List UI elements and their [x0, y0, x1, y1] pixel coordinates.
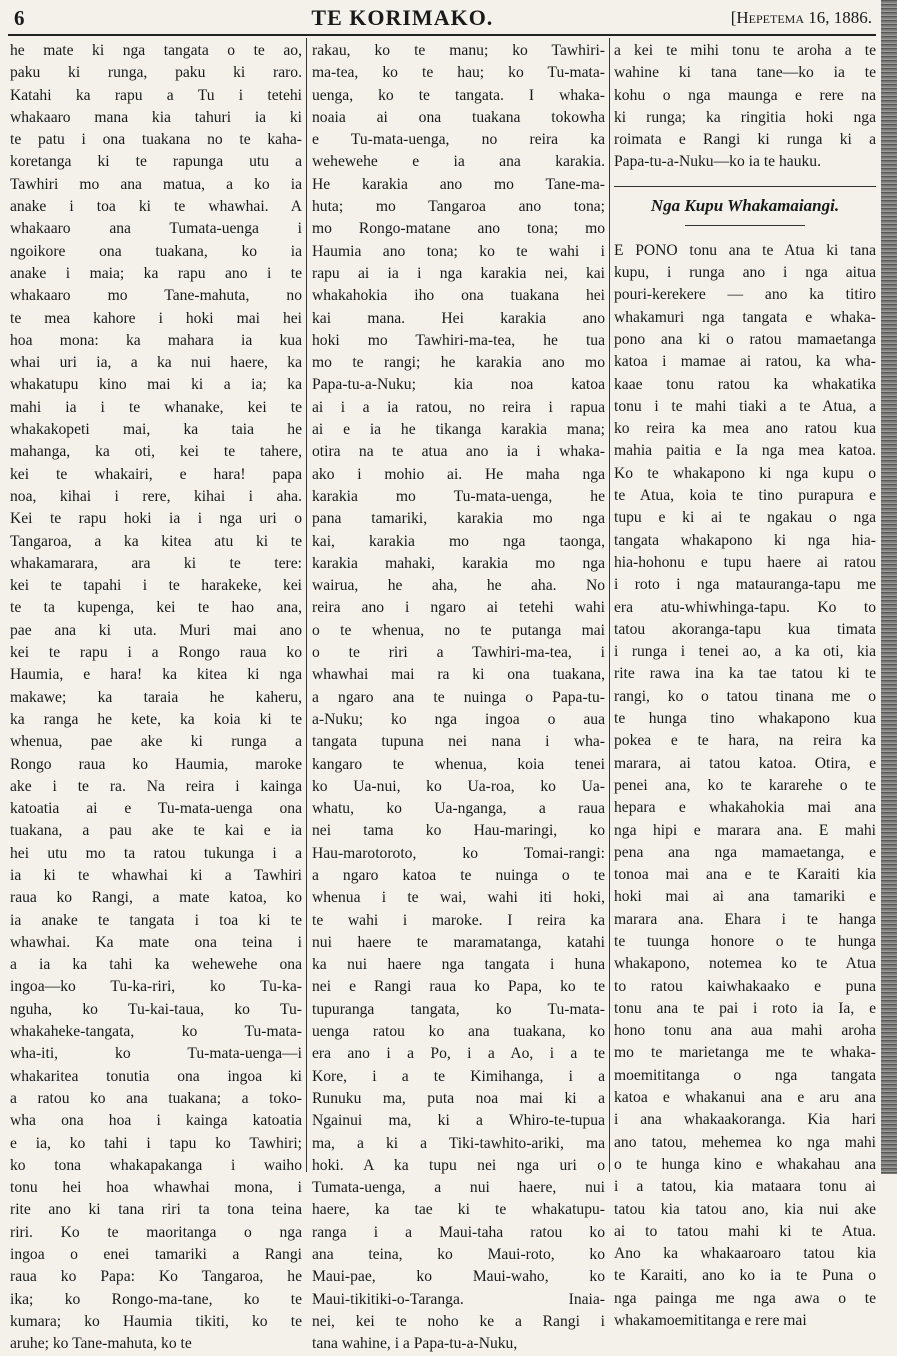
text-line: kai, karakia mo nga taonga, [312, 532, 605, 550]
text-line: Haumia ano tona; ko te wahi i [312, 242, 605, 260]
text-line: anake i toa ki te whawhai. A [10, 198, 302, 216]
text-line: Ngainui ma, ki a Whiro-te-tupua [312, 1112, 605, 1130]
text-line: kohu o nga maunga e rere na [614, 86, 876, 104]
text-line: tatou kia tatou ano, kia nui ake [614, 1200, 876, 1218]
text-line: whakamarara, ara ki te tere: [10, 554, 302, 572]
text-line: mahi ia i te whanake, kei te [10, 398, 302, 416]
text-line: hoa mona: ka mahara ia kua [10, 331, 302, 349]
text-line: huta; mo Tangaroa ano tona; [312, 198, 605, 216]
section-divider [614, 186, 876, 187]
text-line: te wahi i maroke. I reira ka [312, 911, 605, 929]
text-line: mo Rongo-matane ano tona; mo [312, 220, 605, 238]
text-line: mo te rangi; he karakia ano mo [312, 354, 605, 372]
text-line: nga painga me nga awa o te [614, 1289, 876, 1307]
text-line: moemititanga o nga tangata [614, 1066, 876, 1084]
text-line: te hunga tino whakapono kua [614, 710, 876, 728]
column-3 [614, 40, 876, 1330]
text-line: whatu, ko Ua-nganga, a raua [312, 800, 605, 818]
text-line: anake i maia; ka rapu ano i te [10, 264, 302, 282]
text-line: ki runga; ka ringitia hoki nga [614, 108, 876, 126]
text-line: E PONO tonu ana te Atua ki tana [614, 241, 876, 259]
column-divider [609, 38, 610, 1172]
text-line: whai uri ia, a ka nui haere, ka [10, 354, 302, 372]
text-line: katoatia ai e Tu-mata-uenga ona [10, 800, 302, 818]
text-line: era atu-whiwhinga-tapu. Ko to [614, 598, 876, 616]
section-title: Nga Kupu Whakamaiangi. [614, 193, 876, 226]
text-line: Ko te whakapono ki nga kupu o [614, 464, 876, 482]
text-line: a-Nuku; ko nga ingoa o aua [312, 710, 605, 728]
text-line: mahia paitia e Ia nga mea katoa. [614, 442, 876, 460]
text-line: i runga i tenei ao, a ka oti, kia [614, 643, 876, 661]
text-line: o te riri a Tawhiri-ma-tea, i [312, 644, 605, 662]
text-line: ano tatou, mehemea ko nga mahi [614, 1133, 876, 1151]
text-line: penei ana, ko te kararehe o te [614, 776, 876, 794]
text-line: tonu ana te pai i roto ia Ia, e [614, 999, 876, 1017]
text-line: pokea e te hara, na reira ka [614, 732, 876, 750]
text-line: a ia ka tahi ka wehewehe ona [10, 956, 302, 974]
text-line: roimata e Rangi ki runga ki a [614, 131, 876, 149]
text-line: wairua, he aha, he aha. No [312, 577, 605, 595]
text-line: tangata tupuna nei nana i wha- [312, 733, 605, 751]
text-line: katoa e whakanui ana e aru ana [614, 1089, 876, 1107]
text-line: mahanga, ka oti, kei te tahere, [10, 443, 302, 461]
text-line: nguha, ko Tu-kai-taua, ko Tu- [10, 1000, 302, 1018]
text-line: a kei te mihi tonu te aroha a te [614, 42, 876, 59]
text-line: era ano i a Po, i a Ao, i a te [312, 1045, 605, 1063]
text-line: whakaaro mana kia tahuri ia ki [10, 108, 302, 126]
text-line: katoa i mamae ai ratou, ka wha- [614, 353, 876, 371]
text-line: ia ki te whawhai ki a Tawhiri [10, 866, 302, 884]
text-line: whakahokia iho ona tuakana hei [312, 287, 605, 305]
text-line: ingoa—ko Tu-ka-riri, ko Tu-ka- [10, 978, 302, 996]
text-line: i ana whakaakoranga. Kia hari [614, 1111, 876, 1129]
text-line: wehewehe e ia ana karakia. [312, 153, 605, 171]
text-line: ranga i a Maui-taha ratou ko [312, 1223, 605, 1241]
text-line: a ratou ko ana tuakana; a toko- [10, 1089, 302, 1107]
text-line: ko Ua-nui, ko Ua-roa, ko Ua- [312, 777, 605, 795]
text-line: Tangaroa, a ka kitea atu ki te [10, 532, 302, 550]
text-line: kai mana. Hei karakia ano [312, 309, 605, 327]
text-line: tana wahine, i a Papa-tu-a-Nuku, [312, 1335, 518, 1353]
text-line: e ia, ko tahi i tapu ko Tawhiri; [10, 1134, 302, 1152]
text-line: ko tona whakapakanga i waiho [10, 1156, 302, 1174]
text-line: kangaro te whenua, koia tenei [312, 755, 605, 773]
text-line: te Karaiti, ano ko ia te Puna o [614, 1267, 876, 1285]
text-line: kaae tonu ratou ka whakatika [614, 375, 876, 393]
text-line: whakaaro ana Tumata-uenga i [10, 220, 302, 238]
text-line: whawhai. Ka mate ona teina i [10, 933, 302, 951]
text-line: nga hipi e marara ana. E mahi [614, 821, 876, 839]
column-1 [10, 40, 302, 1353]
text-line: pana tamariki, karakia mo nga [312, 510, 605, 528]
text-line: whakamuri nga tangata e whaka- [614, 308, 876, 326]
text-line: hoki mai ai ana tamariki e [614, 888, 876, 906]
text-line: paku ki runga, paku ki raro. [10, 64, 302, 82]
text-line: Kei te rapu hoki ia i nga uri o [10, 510, 302, 528]
column-divider [306, 38, 307, 1172]
text-line: ka nui haere nga tangata i huna [312, 956, 605, 974]
text-line: ma, a ki a Tiki-tawhito-ariki, ma [312, 1134, 605, 1152]
text-line: o te hunga kino e whakahau ana [614, 1155, 876, 1173]
text-line: te ta kupenga, kei te hao ana, [10, 599, 302, 617]
text-line: he mate ki nga tangata o te ao, [10, 42, 302, 59]
text-line: tupuranga tangata, ko Tu-mata- [312, 1000, 605, 1018]
text-line: whakamoemititanga e rere mai [614, 1312, 807, 1330]
text-line: ingoa o enei tamariki a Rangi [10, 1246, 302, 1264]
text-line: Ano ka whakaaroaro tatou kia [614, 1245, 876, 1263]
text-line: Rongo raua ko Haumia, maroke [10, 755, 302, 773]
text-line: to ratou kaiwhakaako e puna [614, 977, 876, 995]
text-line: otira na te atua ano ia i whaka- [312, 443, 605, 461]
text-line: o te whenua, no te putanga mai [312, 621, 605, 639]
text-line: rapu ai ia i nga karakia nei, kai [312, 264, 605, 282]
text-line: a ngaro ana te nuinga o Papa-tu- [312, 688, 605, 706]
text-line: raua ko Rangi, a mate katoa, ko [10, 889, 302, 907]
text-line: tatou akoranga-tapu kua timata [614, 620, 876, 638]
issue-date: [Hepetema 16, 1886. [730, 8, 872, 27]
text-line: makawe; ka taraia he kaheru, [10, 688, 302, 706]
text-line: tonu i te mahi tiaki a te Atua, a [614, 397, 876, 415]
text-line: pono ana ki o ratou mamaetanga [614, 330, 876, 348]
text-line: ai i a ia ratou, no reira i rapua [312, 398, 605, 416]
text-line: kei te tapahi i te harakeke, kei [10, 577, 302, 595]
text-line: whawhai mai ra ki ona tuakana, [312, 666, 605, 684]
text-line: He karakia ano mo Tane-ma- [312, 175, 605, 193]
text-line: kumara; ko Haumia tikiti, ko te [10, 1312, 302, 1330]
text-line: kei te rapu i a Rongo raua ko [10, 644, 302, 662]
text-line: tangata whakapono ki nga hia- [614, 531, 876, 549]
text-line: Katahi ka rapu a Tu i tetehi [10, 86, 302, 104]
text-line: kei te whakairi, e hara! papa [10, 465, 302, 483]
text-line: hono tonu ana aua mahi aroha [614, 1022, 876, 1040]
text-line: pena ana nga mamaetanga, e [614, 843, 876, 861]
text-line: hia-hohonu e tupu haere ai ratou [614, 553, 876, 571]
page-header [8, 2, 876, 36]
text-line: mo te marietanga me te whaka- [614, 1044, 876, 1062]
text-line: wha-iti, ko Tu-mata-uenga—i [10, 1045, 302, 1063]
text-line: rite rawa ina ka tae tatou ki te [614, 665, 876, 683]
text-line: uenga, ko te tangata. I whaka- [312, 86, 605, 104]
text-line: ko reira ka mea ano ratou kua [614, 420, 876, 438]
text-line: tonu hei hoa whawhai mona, i [10, 1179, 302, 1197]
text-line: ako i mohio ai. He maha nga [312, 465, 605, 483]
text-line: ngoikore ona tuakana, ko ia [10, 242, 302, 260]
text-line: te tuunga honore o te hunga [614, 932, 876, 950]
text-line: ai to tatou mahi ki te Atua. [614, 1222, 876, 1240]
text-line: wha ona hoa i kainga katoatia [10, 1112, 302, 1130]
text-line: reira ano i ngaro ai tetehi wahi [312, 599, 605, 617]
text-line: whakakopeti mai, ka taia he [10, 421, 302, 439]
text-line: nei, kei te noho ke a Rangi i [312, 1312, 605, 1330]
text-line: kupu, i runga ano i nga aitua [614, 264, 876, 282]
text-line: rite ano ki tana riri ta tona teina [10, 1201, 302, 1219]
text-line: ana teina, ko Maui-roto, ko [312, 1246, 605, 1264]
text-line: tupu e ki ai te ngakau o nga [614, 509, 876, 527]
text-line: a ngaro katoa te nuinga o te [312, 866, 605, 884]
text-line: Papa-tu-a-Nuku; kia noa katoa [312, 376, 605, 394]
text-line: pae ana ki uta. Muri mai ano [10, 621, 302, 639]
text-line: hoki mo Tawhiri-ma-tea, he tua [312, 331, 605, 349]
masthead-title: TE KORIMAKO. [311, 5, 494, 30]
text-line: karakia mo Tu-mata-uenga, he [312, 487, 605, 505]
page-binding-edge [881, 0, 897, 1174]
text-line: Papa-tu-a-Nuku—ko ia te hauku. [614, 153, 821, 171]
text-line: i roto i nga matauranga-tapu me [614, 576, 876, 594]
text-line: whenua, pae ake ki runga a [10, 733, 302, 751]
text-line: noa, kihai i rere, kihai i aha. [10, 487, 302, 505]
text-line: Maui-tikitiki-o-Taranga. Inaia- [312, 1290, 605, 1308]
text-line: whakaaro mo Tane-mahuta, no [10, 287, 302, 305]
text-line: ka ranga he kete, ka koia ki te [10, 710, 302, 728]
text-line: hei utu mo ta ratou tukunga i a [10, 844, 302, 862]
text-line: noaia ai ona tuakana tokowha [312, 108, 605, 126]
text-line: hoki. A ka tupu nei nga uri o [312, 1156, 605, 1174]
text-line: te mea kahore i hoki mai hei [10, 309, 302, 327]
text-line: Haumia, e hara! ka kitea ki nga [10, 666, 302, 684]
text-line: Maui-pae, ko Maui-waho, ko [312, 1268, 605, 1286]
text-line: e Tu-mata-uenga, no reira ka [312, 131, 605, 149]
text-line: ai e ia he tikanga karakia mana; [312, 421, 605, 439]
text-line: whakapono, notemea ko te Atua [614, 955, 876, 973]
text-line: raua ko Papa: Ko Tangaroa, he [10, 1268, 302, 1286]
text-line: whakaheke-tangata, ko Tu-mata- [10, 1023, 302, 1041]
text-line: Tumata-uenga, a nui haere, nui [312, 1179, 605, 1197]
text-line: rakau, ko te manu; ko Tawhiri- [312, 42, 605, 59]
text-line: nei e Rangi raua ko Papa, ko te [312, 978, 605, 996]
text-line: ake i te ra. Na reira i kainga [10, 777, 302, 795]
text-line: hepara e whakahokia mai ana [614, 799, 876, 817]
text-line: wahine ki tana tane—ko ia te [614, 64, 876, 82]
text-line: whakaritea tonutia ona ingoa ki [10, 1067, 302, 1085]
text-line: aruhe; ko Tane-mahuta, ko te [10, 1335, 192, 1353]
text-line: whenua i te wai, wahi iti hoki, [312, 889, 605, 907]
text-line: marara, ai tatou katoa. Otira, e [614, 754, 876, 772]
text-line: nei tama ko Hau-maringi, ko [312, 822, 605, 840]
page-number: 6 [14, 5, 25, 30]
text-line: tuakana, a pau ake te kai e ia [10, 822, 302, 840]
text-line: koretanga ki te rapunga utu a [10, 153, 302, 171]
text-line: Hau-marotoroto, ko Tomai-rangi: [312, 844, 605, 862]
text-line: ika; ko Rongo-ma-tane, ko te [10, 1290, 302, 1308]
text-line: te patu i ona tuakana no te kaha- [10, 131, 302, 149]
text-line: Runuku ma, puta noa mai ki a [312, 1089, 605, 1107]
text-line: Tawhiri mo ana matua, a ko ia [10, 175, 302, 193]
column-2 [312, 40, 605, 1353]
text-line: ma-tea, ko te hau; ko Tu-mata- [312, 64, 605, 82]
text-line: te Atua, koia te tino purapura e [614, 487, 876, 505]
text-line: karakia mahaki, karakia mo nga [312, 554, 605, 572]
text-line: whakatupu kino mai ki a ia; ka [10, 376, 302, 394]
text-line: ia anake te tangata i toa ki te [10, 911, 302, 929]
text-line: haere, ka tae ki te whakatupu- [312, 1201, 605, 1219]
text-line: i a tatou, kia mataara tonu ai [614, 1178, 876, 1196]
text-line: nui haere te maramatanga, katahi [312, 933, 605, 951]
text-line: rangi, ko o tatou tinana me o [614, 687, 876, 705]
text-line: uenga ratou ko ana tuakana, ko [312, 1023, 605, 1041]
text-line: riri. Ko te maoritanga o nga [10, 1223, 302, 1241]
text-line: pouri-kerekere — ano ka titiro [614, 286, 876, 304]
text-line: marara ana. Ehara i te hanga [614, 910, 876, 928]
column-3-article [614, 240, 876, 1333]
text-line: tonoa mai ana e te Karaiti kia [614, 866, 876, 884]
column-3-top-text [614, 40, 876, 174]
text-line: Kore, i a te Kimihanga, i a [312, 1067, 605, 1085]
